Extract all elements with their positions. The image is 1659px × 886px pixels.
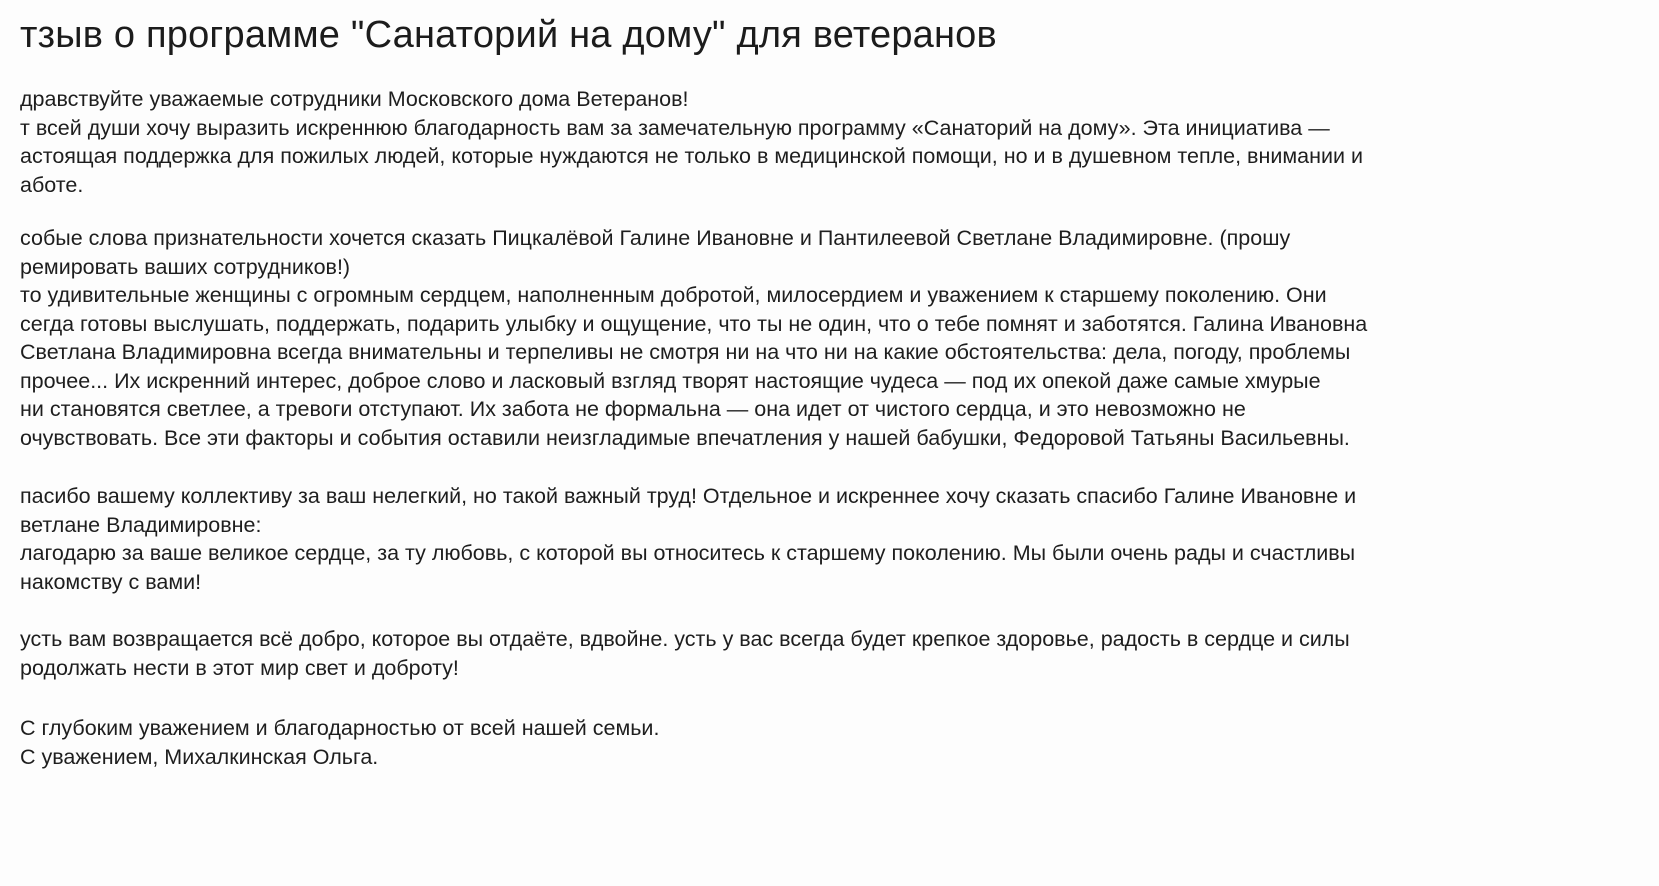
paragraph-wishes	[20, 625, 1350, 682]
letter-title: тзыв о программе "Санаторий на дому" для ветеранов	[20, 14, 997, 56]
paragraph-gratitude-staff	[20, 224, 1367, 452]
text-line: усть вам возвращается всё добро, которое вы отдаёте, вдвойне. усть у вас всегда будет крепкое здоровье, радость в сердце и силы	[20, 627, 1350, 651]
text-line: т всей души хочу выразить искреннюю благодарность вам за замечательную программу «Санаторий на дому». Эта инициатива —	[20, 115, 1330, 140]
text-line: родолжать нести в этот мир свет и доброту!	[20, 655, 459, 680]
paragraph-signature	[20, 714, 659, 771]
text-line: ветлане Владимировне:	[20, 512, 262, 537]
signature-line: С уважением, Михалкинская Ольга.	[20, 744, 379, 769]
paragraph-thanks-team	[20, 482, 1356, 596]
text-line: сегда готовы выслушать, поддержать, подарить улыбку и ощущение, что ты не один, что о тебе помнят и заботятся. Галина Ивановна	[20, 311, 1368, 336]
text-line: аботе.	[20, 172, 84, 197]
paragraph-greeting	[20, 85, 1363, 199]
text-line: Светлана Владимировна всегда внимательны и терпеливы не смотря ни на что ни на какие обстоятельства: дела, погоду, проблемы	[20, 340, 1351, 364]
text-line: лагодарю за ваше великое сердце, за ту любовь, с которой вы относитесь к старшему поколению. Мы были очень рады и счастливы	[20, 541, 1356, 565]
text-line: ни становятся светлее, а тревоги отступают. Их забота не формальна — она идет от чистого сердца, и это невозможно не	[20, 397, 1246, 421]
text-line: очувствовать. Все эти факторы и события оставили неизгладимые впечатления у нашей бабушки, Федоровой Татьяны Васильевны.	[20, 425, 1350, 450]
text-line: собые слова признательности хочется сказать Пицкалёвой Галине Ивановне и Пантилеевой Светлане Владимировне. (прошу	[20, 226, 1291, 250]
text-line: ремировать ваших сотрудников!)	[20, 254, 351, 279]
text-line: С глубоким уважением и благодарностью от всей нашей семьи.	[20, 716, 660, 740]
text-line: дравствуйте уважаемые сотрудники Московского дома Ветеранов!	[20, 87, 689, 111]
text-line: астоящая поддержка для пожилых людей, которые нуждаются не только в медицинской помощи, но и в душевном тепле, внимании и	[20, 144, 1363, 168]
text-line: прочее... Их искренний интерес, доброе слово и ласковый взгляд творят настоящие чудеса — под их опекой даже самые хмурые	[20, 368, 1321, 393]
text-line: пасибо вашему коллективу за ваш нелегкий, но такой важный труд! Отдельное и искреннее хочу сказать спасибо Галине Ивановне и	[20, 484, 1357, 508]
text-line: накомству с вами!	[20, 569, 202, 594]
text-line: то удивительные женщины с огромным сердцем, наполненным добротой, милосердием и уважением к старшему поколению. Они	[20, 283, 1327, 307]
